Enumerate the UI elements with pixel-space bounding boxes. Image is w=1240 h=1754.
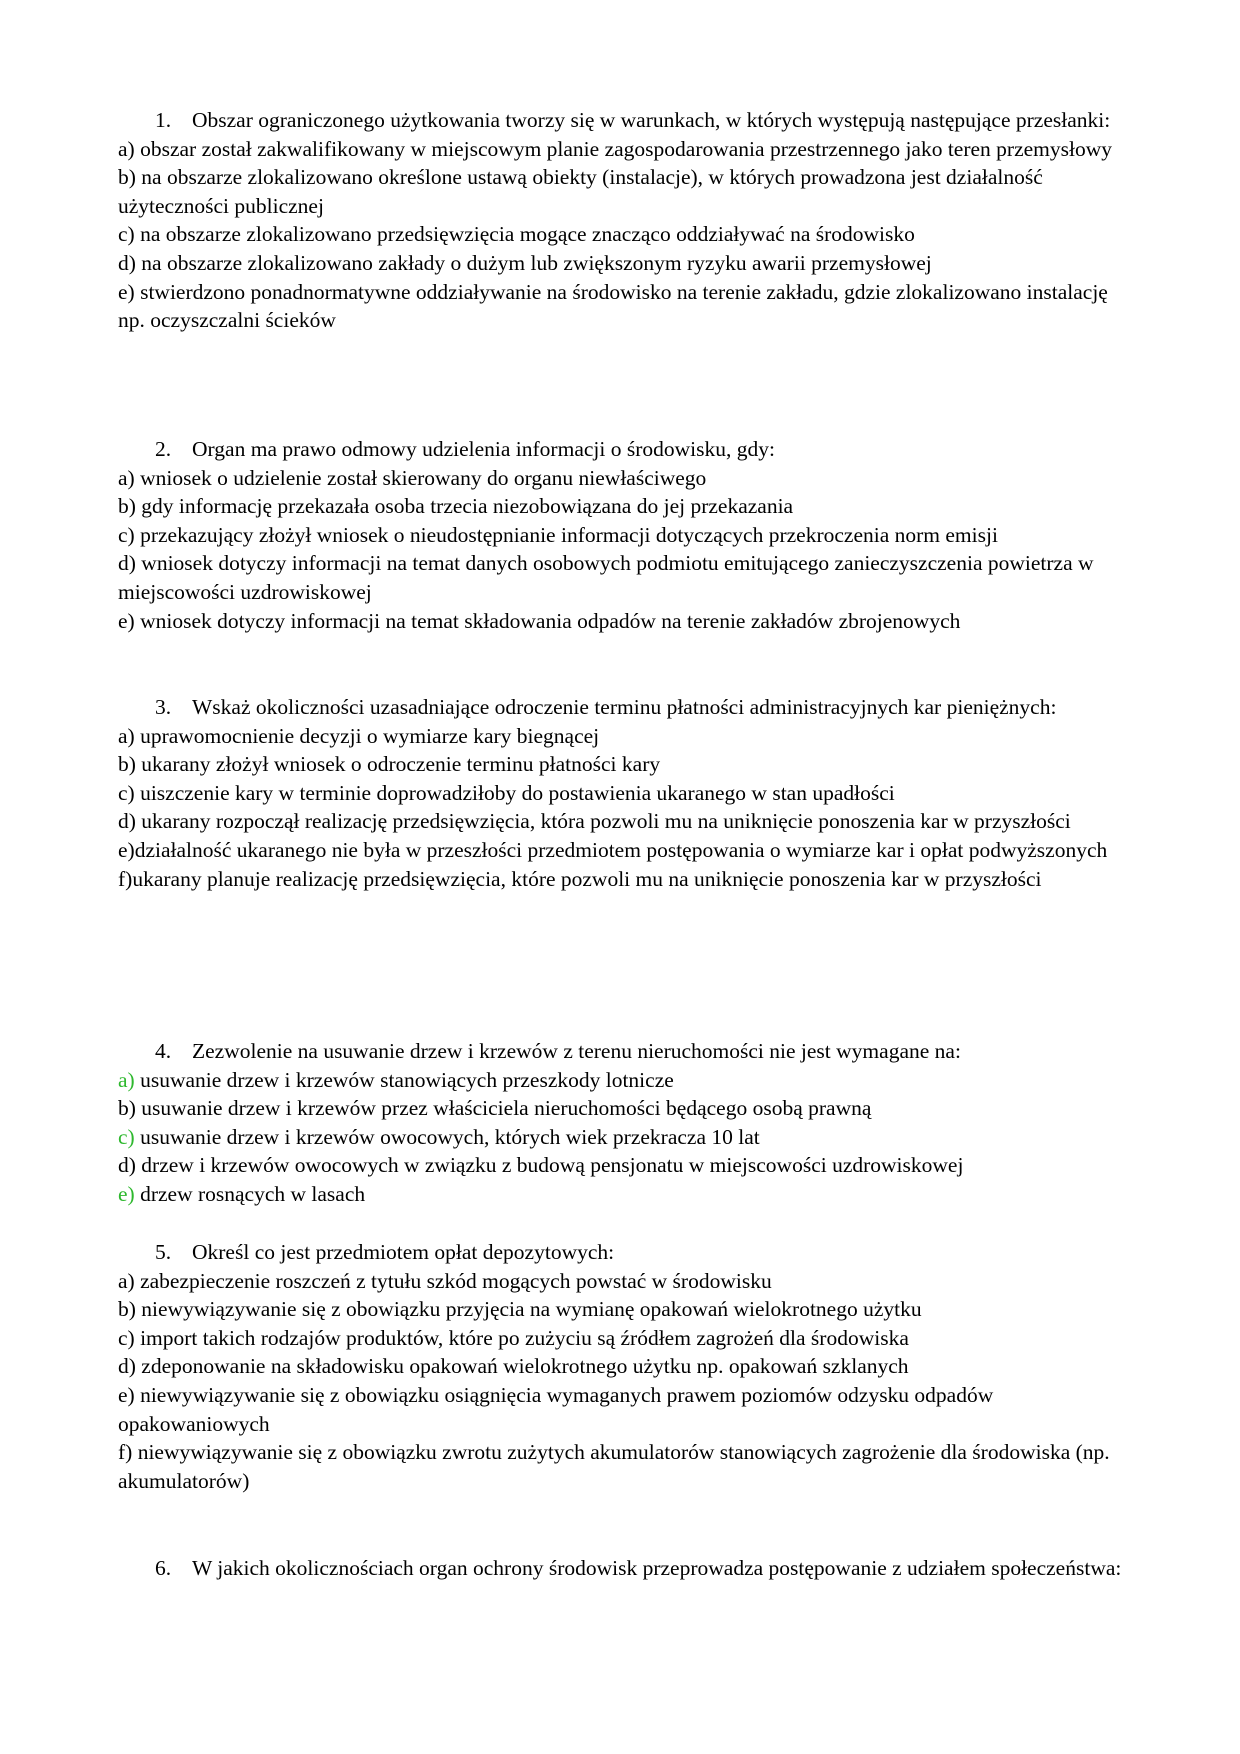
question-1 [118,106,1128,335]
question-text: Organ ma prawo odmowy udzielenia informacji o środowisku, gdy: [192,437,775,461]
option-text: gdy informację przekazała osoba trzecia niezobowiązana do jej przekazania [135,494,794,519]
question-text: Zezwolenie na usuwanie drzew i krzewów z terenu nieruchomości nie jest wymagane na: [192,1039,961,1063]
question-number: 4. [155,1039,172,1063]
question-heading [118,1554,1128,1583]
option-letter: d) [118,551,136,576]
option-letter: f) [118,866,133,891]
option-text: usuwanie drzew i krzewów stanowiących przeszkody lotnicze [134,1067,674,1092]
option-text: ukarany rozpoczął realizację przedsięwzięcia, która pozwoli mu na uniknięcie ponoszenia kar w przyszłości [135,809,1071,834]
question-number: 6. [155,1556,172,1580]
answer-option [118,1180,1128,1209]
answer-option [118,1324,1128,1353]
option-text: na obszarze zlokalizowano określone ustawą obiekty (instalacje), w których prowadzona jest działalność użyteczności publicznej [118,165,1043,218]
option-letter: d) [118,1153,136,1178]
question-heading [118,435,1128,464]
option-letter: b) [118,1096,136,1121]
answer-option [118,220,1128,249]
option-letter: c) [118,522,135,547]
option-text: uprawomocnienie decyzji o wymiarze kary biegnącej [134,723,600,748]
question-4 [118,1037,1128,1209]
question-heading [118,693,1128,722]
answer-option [118,521,1128,550]
option-letter-highlighted: c) [118,1124,135,1149]
question-number: 2. [155,437,172,461]
answer-option [118,464,1128,493]
question-number: 3. [155,695,172,719]
option-letter: b) [118,1297,136,1322]
option-text: przekazujący złożył wniosek o nieudostępnianie informacji dotyczących przekroczenia norm emisji [134,522,998,547]
option-letter: d) [118,250,136,275]
option-text: na obszarze zlokalizowano przedsięwzięcia mogące znacząco oddziaływać na środowisko [134,222,915,247]
option-letter: b) [118,165,136,190]
option-text: na obszarze zlokalizowano zakłady o dużym lub zwiększonym ryzyku awarii przemysłowej [135,250,932,275]
option-letter-highlighted: a) [118,1067,135,1092]
answer-option [118,1123,1128,1152]
option-text: niewywiązywanie się z obowiązku przyjęcia na wymianę opakowań wielokrotnego użytku [135,1297,922,1322]
option-letter: a) [118,1268,135,1293]
answer-option [118,1352,1128,1381]
option-letter: c) [118,780,135,805]
question-text: W jakich okolicznościach organ ochrony środowisk przeprowadza postępowanie z udziałem społeczeństwa: [192,1556,1122,1580]
option-letter: b) [118,494,136,519]
answer-option [118,779,1128,808]
answer-option [118,1267,1128,1296]
option-text: drzew i krzewów owocowych w związku z budową pensjonatu w miejscowości uzdrowiskowej [135,1153,964,1178]
answer-option [118,163,1128,220]
answer-option [118,807,1128,836]
answer-option [118,1381,1128,1438]
option-letter: c) [118,222,135,247]
option-text: drzew rosnących w lasach [134,1181,366,1206]
answer-option [118,1438,1128,1495]
answer-option [118,607,1128,636]
option-letter: e) [118,1382,135,1407]
answer-option [118,750,1128,779]
option-text: obszar został zakwalifikowany w miejscowym planie zagospodarowania przestrzennego jako teren przemysłowy [134,136,1113,161]
answer-option [118,1066,1128,1095]
answer-option [118,249,1128,278]
option-letter: e) [118,279,135,304]
option-text: ukarany planuje realizację przedsięwzięcia, które pozwoli mu na uniknięcie ponoszenia kar w przyszłości [132,866,1042,891]
option-text: wniosek dotyczy informacji na temat danych osobowych podmiotu emitującego zanieczyszczenia powietrza w miejscowości uzdrowiskowej [118,551,1094,604]
option-text: wniosek o udzielenie został skierowany do organu niewłaściwego [134,465,707,490]
question-2 [118,435,1128,635]
option-text: import takich rodzajów produktów, które po zużyciu są źródłem zagrożeń dla środowiska [134,1325,909,1350]
answer-option [118,278,1128,335]
option-text: niewywiązywanie się z obowiązku zwrotu zużytych akumulatorów stanowiących zagrożenie dla środowiska (np. akumulatorów) [118,1440,1110,1493]
answer-option [118,492,1128,521]
option-text: zdeponowanie na składowisku opakowań wielokrotnego użytku np. opakowań szklanych [135,1354,909,1379]
option-text: usuwanie drzew i krzewów przez właściciela nieruchomości będącego osobą prawną [135,1096,872,1121]
question-3 [118,693,1128,893]
option-letter: e) [118,608,135,633]
option-letter: d) [118,809,136,834]
answer-option [118,1094,1128,1123]
option-letter: f) [118,1440,133,1465]
question-text: Wskaż okoliczności uzasadniające odroczenie terminu płatności administracyjnych kar pieniężnych: [192,695,1057,719]
option-text: zabezpieczenie roszczeń z tytułu szkód mogących powstać w środowisku [134,1268,772,1293]
option-text: ukarany złożył wniosek o odroczenie terminu płatności kary [135,752,661,777]
answer-option [118,722,1128,751]
option-letter: c) [118,1325,135,1350]
question-heading [118,106,1128,135]
option-letter-highlighted: e) [118,1181,135,1206]
answer-option [118,549,1128,606]
option-text: wniosek dotyczy informacji na temat składowania odpadów na terenie zakładów zbrojenowych [134,608,961,633]
question-number: 5. [155,1240,172,1264]
question-heading [118,1037,1128,1066]
question-text: Obszar ograniczonego użytkowania tworzy się w warunkach, w których występują następujące przesłanki: [192,108,1111,132]
option-text: stwierdzono ponadnormatywne oddziaływanie na środowisko na terenie zakładu, gdzie zlokalizowano instalację np. oczyszczalni ścieków [118,279,1108,333]
question-text: Określ co jest przedmiotem opłat depozytowych: [192,1240,615,1264]
option-letter: a) [118,465,135,490]
answer-option [118,865,1128,894]
option-letter: a) [118,136,135,161]
option-text: uiszczenie kary w terminie doprowadziłoby do postawienia ukaranego w stan upadłości [134,780,895,805]
answer-option [118,836,1128,865]
option-text: niewywiązywanie się z obowiązku osiągnięcia wymaganych prawem poziomów odzysku odpadów opakowaniowych [118,1382,994,1436]
answer-option [118,1295,1128,1324]
question-number: 1. [155,108,172,132]
option-text: działalność ukaranego nie była w przeszłości przedmiotem postępowania o wymiarze kar i opłat podwyższonych [134,837,1108,862]
question-heading [118,1238,1128,1267]
option-text: usuwanie drzew i krzewów owocowych, których wiek przekracza 10 lat [134,1124,760,1149]
question-5 [118,1238,1128,1495]
option-letter: a) [118,723,135,748]
option-letter: b) [118,752,136,777]
option-letter: d) [118,1354,136,1379]
question-6 [118,1554,1128,1583]
answer-option [118,1151,1128,1180]
answer-option [118,135,1128,164]
option-letter: e) [118,837,135,862]
